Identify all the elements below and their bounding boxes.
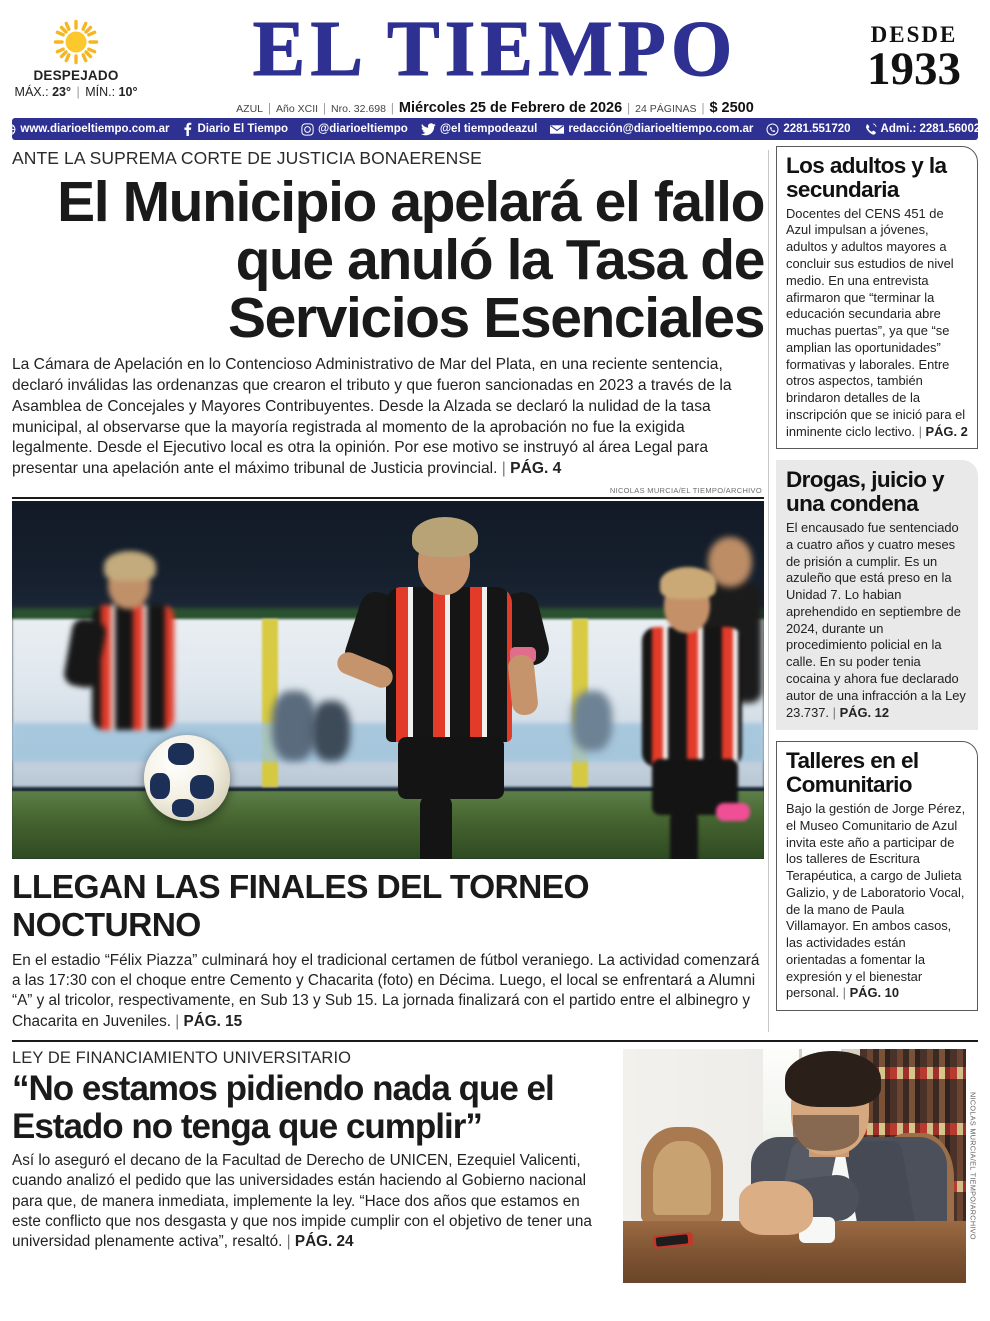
social-label-phone: Admi.: 2281.560020 [880,123,987,135]
sidebar-title-drogas: Drogas, juicio y una condena [786,467,944,517]
main-column [12,146,764,1032]
sports-headline[interactable]: LLEGAN LAS FINALES DEL TORNEO NOCTURNO [12,868,589,944]
interview-photo-credit [966,1049,980,1283]
masthead [0,0,990,118]
social-item-instagram[interactable] [301,123,408,136]
sidebar-body-adultos [786,206,968,441]
social-item-website[interactable] [3,123,169,136]
sidebar-page-ref-adultos[interactable]: PÁG. 2 [925,423,968,439]
brand-block [140,6,850,116]
soccer-player-main [342,509,552,859]
social-label-twitter: @el tiempodeazul [439,123,538,135]
soccer-photo-credit: NICOLAS MURCIA/EL TIEMPO/ARCHIVO [609,485,762,495]
dateline-date: Miércoles 25 de Febrero de 2026 [398,99,623,116]
lead-divider-rule [12,497,764,499]
interview-photo-credit-text: NICOLAS MURCIA/EL TIEMPO/ARCHIVO [968,1092,978,1241]
bottom-body [12,1151,609,1253]
social-label-website: www.diarioeltiempo.com.ar [20,123,170,135]
sidebar-body-talleres [786,801,968,1002]
social-label-whatsapp: 2281.551720 [783,123,851,135]
phone-icon [864,123,877,136]
sports-pipe: | [175,1012,180,1030]
bottom-story [12,1040,978,1283]
sidebar-item-talleres[interactable] [776,741,978,1011]
sidebar-body-drogas [786,520,968,721]
social-item-facebook[interactable] [182,122,288,136]
sidebar-title-adultos: Los adultos y la secundaria [786,153,947,202]
soccer-ball [144,735,230,821]
weather-widget [12,10,140,99]
sidebar-text-adultos: Docentes del CENS 451 de Azul impulsan a jóvenes, adultos y adultos mayores a concluir sus estudios de nivel medio. En una entrevista afirmaron que “terminar la educación secundaria abre muchas puertas”, ya que “se amplian las oportunidades” formativas y laborales. Entre otros aspectos, también brindaron detalles de la inscripción que se inició para el inminente ciclo lectivo. [786,205,966,439]
soccer-player-right [612,531,762,859]
dateline-sep-3: | [390,102,394,115]
lead-headline[interactable]: El Municipio apelará el fallo que anuló la Tasa de Servicios Esenciales [57,170,764,351]
bottom-text-column [12,1049,609,1283]
social-item-email[interactable] [550,123,753,135]
dateline-year-roman: Año XCII [276,102,319,115]
sports-body [12,951,764,1032]
sidebar-pipe-talleres: | [842,985,846,1001]
social-label-instagram: @diarioeltiempo [318,123,408,135]
social-item-twitter[interactable] [421,123,537,136]
social-item-whatsapp[interactable] [766,123,850,136]
weather-min-label: MÍN.: [85,85,116,99]
lead-page-ref[interactable]: PÁG. 4 [510,460,562,478]
dateline [140,100,850,116]
instagram-icon [301,123,314,136]
mail-icon [550,124,564,135]
soccer-photo [12,501,764,859]
social-label-facebook: Diario El Tiempo [197,123,289,135]
dateline-sep-5: | [701,102,705,115]
lead-pipe: | [501,460,506,478]
sidebar-pipe-adultos: | [918,423,922,439]
dateline-pages: 24 PÁGINAS [635,102,697,115]
lead-body-text: La Cámara de Apelación en lo Contencioso Administrativo de Mar del Plata, en una reciente sentencia, declaró inválidas las ordenanzas que crearon el tributo y que fueron sancionadas en 2023 a través de la Asamblea de Concejales y Mayores Contribuyentes. Desde la Alzada se declaró la nulidad de la tasa municipal, al observarse que la mayoría registrada al momento de la aprobación no fue la exigida legalmente. Desde el Ejecutivo local es otra la opinión. Por ese motivo se instruyó al área Legal para presentar una apelación ante el máximo tribunal de Justicia provincial. [12,356,732,478]
dateline-sep-4: | [627,102,631,115]
sidebar-text-drogas: El encausado fue sentenciado a cuatro años y cuatro meses de prisión a cumplir. Es un azuleño que está preso en la Unidad 7. Lo habian aprehendido en septiembre de 2024, durante un procedimiento policial en la calle. En su poder tenia cocaina y ahora fue declarado autor de una infracción a la Ley 23.737. [786,520,966,720]
sun-icon [12,18,140,66]
sports-body-text: En el estadio “Félix Piazza” culminará hoy el tradicional certamen de fútbol veraniego. La actividad comenzará a las 17:30 con el choque entre Cemento y Chacarita (foto) en Décima. Luego, el local se enfrentará a Alumni “A” y al tricolor, respectivamente, en Sub 13 y Sub 15. La jornada finalizará con el partido entre el albinegro y Chacarita en Juveniles. [12,951,760,1030]
bottom-kicker: LEY DE FINANCIAMIENTO UNIVERSITARIO [12,1049,352,1068]
sidebar-pipe-drogas: | [832,704,836,720]
weather-temperatures [12,85,140,99]
twitter-icon [421,123,436,136]
whatsapp-icon [766,123,779,136]
sidebar-column [764,146,978,1032]
sidebar-item-adultos[interactable] [776,146,978,449]
sports-page-ref[interactable]: PÁG. 15 [183,1012,243,1030]
sidebar-page-ref-talleres[interactable]: PÁG. 10 [849,985,900,1001]
dateline-price: $ 2500 [709,99,754,116]
sidebar-text-talleres: Bajo la gestión de Jorge Pérez, el Museo Comunitario de Azul invita este año a participar de los talleres de Escritura Terapéutica, a cargo de Julieta Galizio, y de Laboratorio Vocal, de la mano de Paula Villamayor. En ambos casos, las actividades están orientadas a fomentar la expresión y el bienestar personal. [786,800,966,1001]
weather-max-label: MÁX.: [14,85,49,99]
social-label-email: redacción@diarioeltiempo.com.ar [568,123,754,135]
main-content [0,140,990,1032]
lead-body [12,355,764,479]
since-label: DESDE [870,22,958,47]
bottom-pipe: | [286,1233,291,1251]
dateline-sep-1: | [268,102,272,115]
weather-max-value: 23° [52,85,71,99]
sidebar-page-ref-drogas[interactable]: PÁG. 12 [839,704,889,720]
weather-condition: DESPEJADO [33,68,119,83]
dateline-city: AZUL [236,102,264,115]
sidebar-item-drogas[interactable] [776,460,978,730]
dateline-sep-2: | [323,102,327,115]
sidebar-title-talleres: Talleres en el Comunitario [786,748,919,798]
social-item-phone[interactable] [864,123,987,136]
bottom-page-ref[interactable]: PÁG. 24 [294,1233,354,1251]
weather-min-value: 10° [118,85,138,99]
newspaper-title: EL TIEMPO [252,6,738,93]
since-block [850,10,978,95]
interview-photo [623,1049,978,1283]
facebook-icon [182,122,193,136]
lead-kicker: ANTE LA SUPREMA CORTE DE JUSTICIA BONAERENSE [12,148,482,168]
bottom-body-text: Así lo aseguró el decano de la Facultad de Derecho de UNICEN, Ezequiel Valicenti, cuando analizó el pedido que las universidades están haciendo al Gobierno nacional para que, de manera inmediata, implemente la ley. “Hace dos años que estamos en este conflicto que nos desgasta y que nos impide cumplir con el objetivo de tener una universidad plenamente activa”, resaltó. [12,1152,592,1251]
contact-social-bar [12,118,987,140]
globe-icon [3,123,16,136]
dateline-issue: Nro. 32.698 [331,102,386,115]
bottom-headline[interactable]: “No estamos pidiendo nada que el Estado no tenga que cumplir” [12,1069,554,1146]
since-year: 1933 [867,43,961,95]
weather-separator: | [76,85,80,99]
bottom-photo-column [623,1049,978,1283]
